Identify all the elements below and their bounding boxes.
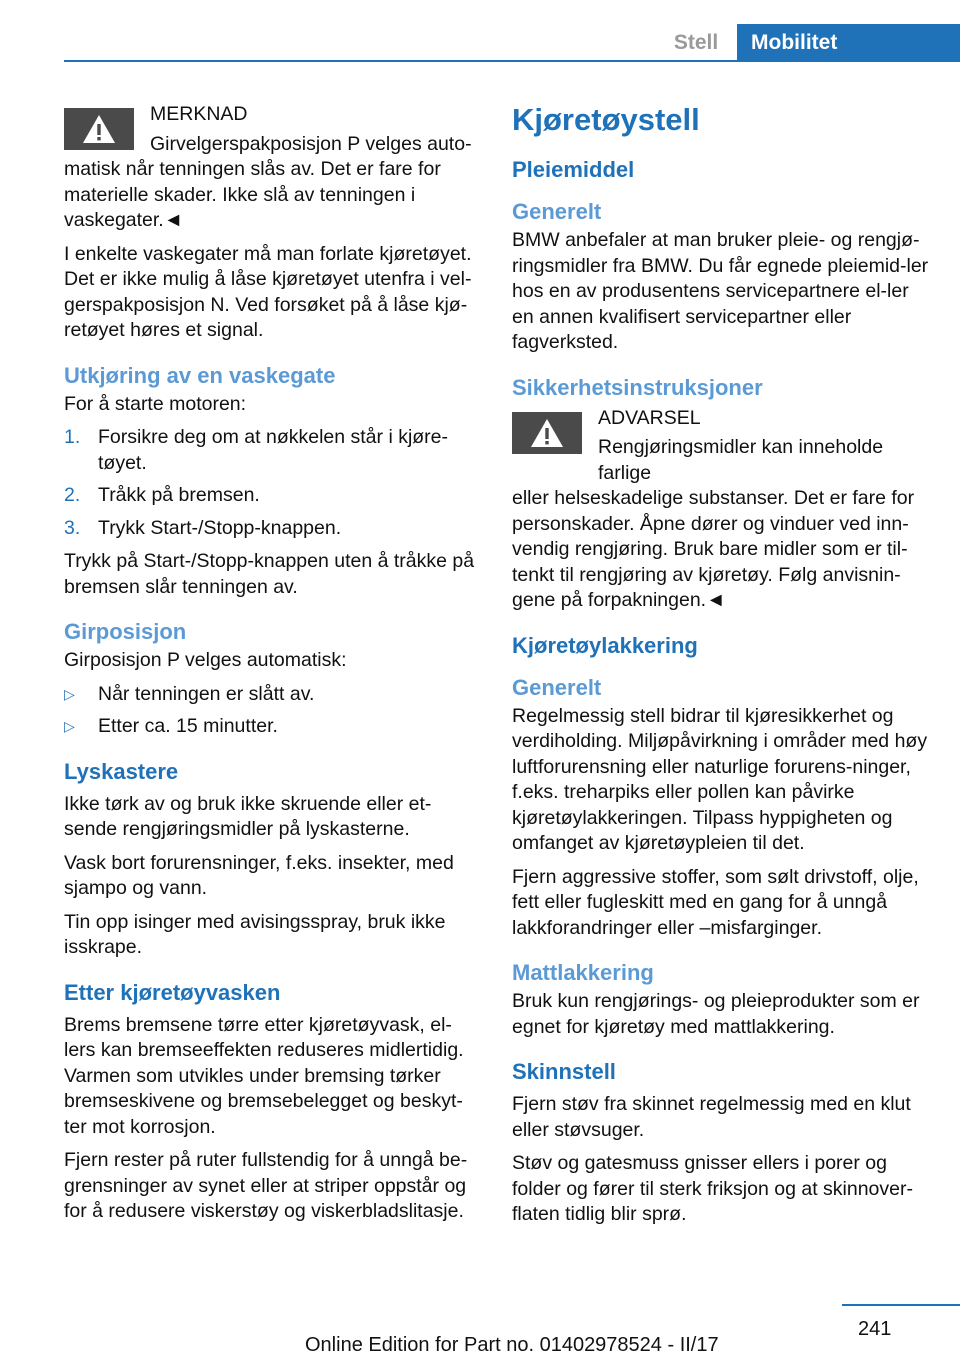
list-item xyxy=(64,516,478,542)
paragraph: Vask bort forurensninger, f.eks. insekter, med sjampo og vann. xyxy=(64,851,454,899)
paragraph: Tin opp isinger med avisingsspray, bruk ikke isskrape. xyxy=(64,910,446,958)
step-text: Forsikre deg om at nøkkelen står i kjøre-tøyet. xyxy=(98,426,449,474)
warning-triangle-icon xyxy=(512,412,582,454)
paragraph: Bruk kun rengjørings- og pleieprodukter som er egnet for kjøretøy med mattlakkering. xyxy=(512,990,920,1038)
paragraph: Ikke tørk av og bruk ikke skruende eller et-sende rengjøringsmidler på lyskasterne. xyxy=(64,792,432,840)
note-body: matisk når tenningen slås av. Det er fare for materielle skader. Ikke slå av tenningen i vaskegater.◄ xyxy=(64,158,441,231)
heading-sikkerhet: Sikkerhetsinstruksjoner xyxy=(512,374,763,400)
gir-bullet-list xyxy=(64,682,478,740)
heading-mattlakkering: Mattlakkering xyxy=(512,960,654,985)
list-item xyxy=(64,682,478,708)
list-item xyxy=(64,483,478,509)
footer-rule xyxy=(842,1304,960,1306)
paragraph: Støv og gatesmuss gnisser ellers i porer og folder og fører til sterk friksjon og at skinnover-flaten tidlig blir sprø. xyxy=(512,1152,913,1225)
paragraph: Trykk på Start-/Stopp-knappen uten å tråkke på bremsen slår tenningen av. xyxy=(64,550,475,598)
step-number: 1. xyxy=(64,426,81,448)
warning-box xyxy=(512,404,930,614)
section-tab-mobilitet[interactable]: Mobilitet xyxy=(737,24,960,62)
step-text: Trykk Start-/Stopp-knappen. xyxy=(98,516,342,539)
heading-pleiemiddel: Pleiemiddel xyxy=(512,157,635,182)
paragraph: Brems bremsene tørre etter kjøretøyvask, el-lers kan bremseeffekten reduseres midlertidig. Varmen som utvikles under bremsing tørker bremseskivene og bremsebelegget og beskyt-ter mot korrosjon. xyxy=(64,1013,464,1138)
paragraph: For å starte motoren: xyxy=(64,392,247,415)
note-title: MERKNAD xyxy=(150,103,248,125)
paragraph: Regelmessig stell bidrar til kjøresikkerhet og verdiholding. Miljøpåvirkning i områder med høy luftforurensning eller naturlige forurens-ninger, f.eks. treharpiks eller pollen kan påvirke kjøretøylakkeringen. Tilpass hyppigheten og omfanget av kjøretøypleien til det. xyxy=(512,704,928,854)
bullet-text: Etter ca. 15 minutter. xyxy=(98,715,278,737)
list-item xyxy=(64,714,478,740)
warning-triangle-icon xyxy=(64,108,134,150)
page-number: 241 xyxy=(858,1318,892,1340)
section-tab-stell[interactable]: Stell xyxy=(673,31,719,54)
right-column xyxy=(512,100,930,1236)
bullet-text: Når tenningen er slått av. xyxy=(98,682,315,705)
warning-body: eller helseskadelige substanser. Det er fare for personskader. Åpne dører og vinduer ved inn-vendig rengjøring. Bruk bare midler som er til-tenkt til rengjøring av kjøretøy. Følg anvisnin-gene på forpakningen.◄ xyxy=(512,487,915,611)
paragraph: Fjern aggressive stoffer, som sølt drivstoff, olje, fett eller fugleskitt med en gang for å unngå lakkforandringer eller –misfarginger. xyxy=(512,865,919,939)
heading-utkjoring: Utkjøring av en vaskegate xyxy=(64,362,336,388)
bullet-triangle-icon: ▷ xyxy=(64,718,75,734)
warning-lead: Rengjøringsmidler kan inneholde farlige xyxy=(598,436,884,484)
note-box xyxy=(64,100,478,234)
page-header xyxy=(0,0,960,62)
list-item xyxy=(64,425,478,476)
heading-generelt: Generelt xyxy=(512,199,602,224)
bullet-triangle-icon: ▷ xyxy=(64,685,75,702)
paragraph: I enkelte vaskegater må man forlate kjøretøyet. Det er ikke mulig å låse kjøretøyet utenfra i vel-gerspakposisjon N. Ved forsøket på å låse kjø-retøyet høres et signal. xyxy=(64,242,472,341)
note-lead: Girvelgerspakposisjon P velges auto- xyxy=(150,132,472,155)
heading-lyskastere: Lyskastere xyxy=(64,758,179,784)
page-title: Kjøretøystell xyxy=(512,102,700,137)
start-steps-list xyxy=(64,425,478,541)
paragraph: BMW anbefaler at man bruker pleie- og rengjø-ringsmidler fra BMW. Du får egnede pleiemid-ler hos en av produsentens servicepartnere el-ler en annen kvalifisert servicepartner eller fagverksted. xyxy=(512,229,929,353)
heading-etter-vask: Etter kjøretøyvasken xyxy=(64,979,281,1005)
paragraph: Girposisjon P velges automatisk: xyxy=(64,649,347,671)
heading-generelt: Generelt xyxy=(512,674,602,700)
heading-lakkering: Kjøretøylakkering xyxy=(512,632,698,658)
heading-girposisjon: Girposisjon xyxy=(64,619,187,644)
paragraph: Fjern rester på ruter fullstendig for å unngå be-grensninger av synet eller at striper oppstår og for å redusere viskerstøy og viskerbladslitasje. xyxy=(64,1149,468,1222)
left-column xyxy=(64,100,478,1233)
warning-title: ADVARSEL xyxy=(598,406,701,429)
step-number: 2. xyxy=(64,484,81,506)
header-rule xyxy=(64,60,960,62)
paragraph: Fjern støv fra skinnet regelmessig med en klut eller støvsuger. xyxy=(512,1093,911,1141)
edition-footer: Online Edition for Part no. 01402978524 - II/17 xyxy=(305,1334,719,1356)
step-text: Tråkk på bremsen. xyxy=(98,484,260,506)
heading-skinnstell: Skinnstell xyxy=(512,1059,616,1084)
step-number: 3. xyxy=(64,516,81,539)
